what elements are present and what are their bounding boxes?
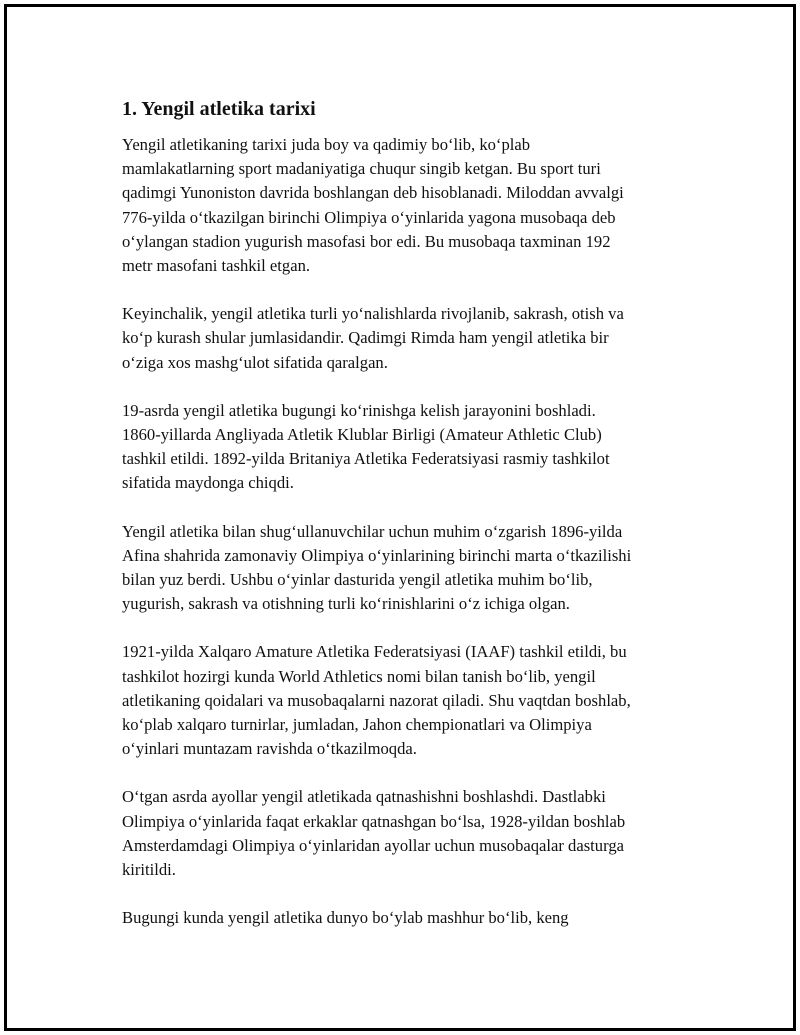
text-line: qadimgi Yunoniston davrida boshlangan deb hisoblanadi. Miloddan avvalgi: [122, 183, 624, 203]
text-line: ko‘plab xalqaro turnirlar, jumladan, Jahon chempionatlari va Olimpiya: [122, 715, 592, 735]
text-line: metr masofani tashkil etgan.: [122, 256, 311, 276]
text-line: bilan yuz berdi. Ushbu o‘yinlar dasturida yengil atletika muhim bo‘lib,: [122, 570, 593, 590]
text-line: 1860-yillarda Angliyada Atletik Klublar Birligi (Amateur Athletic Club): [122, 425, 602, 445]
text-line: Amsterdamdagi Olimpiya o‘yinlaridan ayollar uchun musobaqalar dasturga: [122, 835, 624, 855]
text-line: Olimpiya o‘yinlarida faqat erkaklar qatnashgan bo‘lsa, 1928-yildan boshlab: [122, 811, 626, 831]
section-heading: 1. Yengil atletika tarixi: [122, 98, 316, 120]
text-line: tashkilot hozirgi kunda World Athletics nomi bilan tanish bo‘lib, yengil: [122, 666, 596, 686]
text-line: o‘yinlari muntazam ravishda o‘tkazilmoqda.: [122, 739, 417, 759]
page-frame: [4, 4, 796, 1031]
text-line: Afina shahrida zamonaviy Olimpiya o‘yinlarining birinchi marta o‘tkazilishi: [122, 545, 632, 565]
paragraph: [122, 640, 692, 761]
text-line: Yengil atletika bilan shug‘ullanuvchilar uchun muhim o‘zgarish 1896-yilda: [122, 521, 623, 541]
text-line: sifatida maydonga chiqdi.: [122, 473, 294, 493]
text-line: Bugungi kunda yengil atletika dunyo bo‘ylab mashhur bo‘lib, keng: [122, 908, 569, 928]
paragraph: [122, 133, 692, 278]
text-line: o‘ziga xos mashg‘ulot sifatida qaralgan.: [122, 352, 388, 372]
text-line: Keyinchalik, yengil atletika turli yo‘nalishlarda rivojlanib, sakrash, otish va: [122, 304, 624, 324]
text-line: atletikaning qoidalari va musobaqalarni nazorat qiladi. Shu vaqtdan boshlab,: [122, 690, 631, 710]
paragraph: [122, 520, 692, 617]
paragraph: [122, 785, 692, 882]
text-line: tashkil etildi. 1892-yilda Britaniya Atletika Federatsiyasi rasmiy tashkilot: [122, 449, 610, 469]
paragraph: [122, 302, 692, 375]
paragraph: [122, 906, 692, 930]
text-line: kiritildi.: [122, 860, 176, 880]
text-line: ko‘p kurash shular jumlasidandir. Qadimgi Rimda ham yengil atletika bir: [122, 328, 609, 348]
text-line: 776-yilda o‘tkazilgan birinchi Olimpiya o‘yinlarida yagona musobaqa deb: [122, 207, 616, 227]
document-body: [122, 97, 692, 954]
text-line: mamlakatlarning sport madaniyatiga chuqur singib ketgan. Bu sport turi: [122, 159, 601, 179]
text-line: o‘ylangan stadion yugurish masofasi bor edi. Bu musobaqa taxminan 192: [122, 231, 611, 251]
text-line: 19-asrda yengil atletika bugungi ko‘rinishga kelish jarayonini boshladi.: [122, 400, 596, 420]
paragraph: [122, 399, 692, 496]
text-line: O‘tgan asrda ayollar yengil atletikada qatnashishni boshlashdi. Dastlabki: [122, 787, 606, 807]
text-line: yugurish, sakrash va otishning turli ko‘rinishlarini o‘z ichiga olgan.: [122, 594, 570, 614]
text-line: Yengil atletikaning tarixi juda boy va qadimiy bo‘lib, ko‘plab: [122, 135, 531, 154]
text-line: 1921-yilda Xalqaro Amature Atletika Federatsiyasi (IAAF) tashkil etildi, bu: [122, 642, 627, 662]
